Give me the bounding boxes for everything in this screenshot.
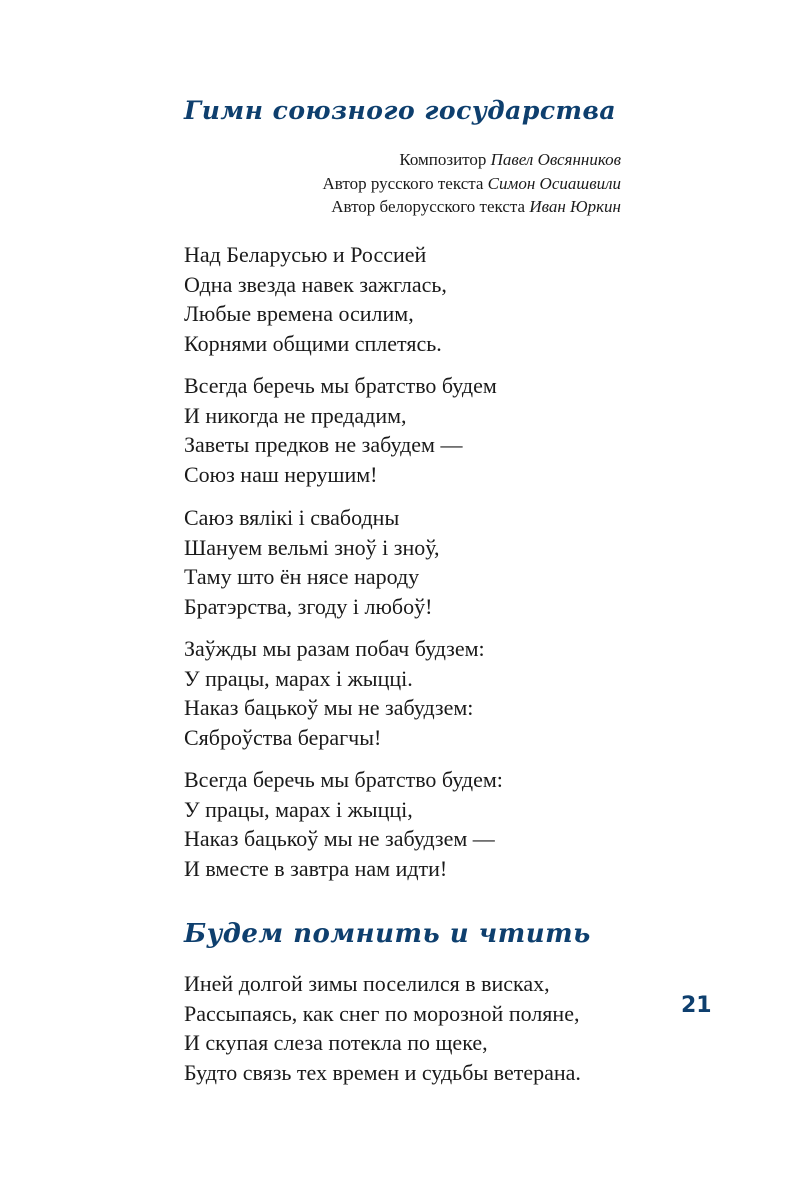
- verse-line: Саюз вялікі і свабодны: [184, 505, 400, 530]
- credit-name: Симон Осиашвили: [487, 173, 621, 193]
- verse-line: Наказ бацькоў мы не забудзем —: [184, 826, 495, 851]
- verse-line: Рассыпаясь, как снег по морозной поляне,: [184, 1000, 580, 1026]
- verse-line: Любые времена осилим,: [184, 301, 414, 326]
- page-number: 21: [681, 993, 712, 1018]
- verse-line: И никогда не предадим,: [184, 402, 407, 428]
- verse-line: Братэрства, згоду і любоў!: [184, 593, 433, 619]
- stanza: [184, 765, 503, 883]
- verse-line: Всегда беречь мы братство будем: [184, 373, 497, 398]
- poem-title: Будем помнить и чтить: [184, 919, 591, 949]
- composer-credit: [322, 148, 621, 172]
- verse-line: Наказ бацькоў мы не забудзем:: [184, 695, 474, 720]
- stanza: [184, 503, 440, 621]
- stanza: [184, 371, 497, 489]
- verse-line: Будто связь тех времен и судьбы ветерана.: [184, 1059, 581, 1085]
- verse-line: Таму што ён нясе народу: [184, 564, 420, 589]
- stanza: [184, 634, 485, 752]
- verse-line: Шануем вельмі зноў і зноў,: [184, 534, 440, 560]
- stanza: [184, 240, 447, 358]
- credit-role: Композитор: [399, 150, 487, 169]
- russian-text-author-credit: [322, 172, 621, 196]
- credit-name: Иван Юркин: [529, 197, 621, 216]
- credit-name: Павел Овсянников: [490, 150, 621, 169]
- verse-line: Одна звезда навек зажглась,: [184, 271, 447, 297]
- verse-line: Иней долгой зимы поселился в висках,: [184, 971, 550, 996]
- poem-title: Гимн союзного государства: [184, 96, 617, 125]
- verse-line: Заўжды мы разам побач будзем:: [184, 636, 485, 661]
- verse-line: Корнями общими сплетясь.: [184, 330, 442, 356]
- credits-block: [322, 148, 621, 219]
- verse-line: И вместе в завтра нам идти!: [184, 855, 448, 881]
- verse-line: У працы, марах і жыцці,: [184, 796, 413, 822]
- credit-role: Автор белорусского текста: [331, 197, 526, 216]
- belarusian-text-author-credit: [322, 195, 621, 219]
- verse-line: У працы, марах і жыцці.: [184, 665, 413, 691]
- verse-line: И скупая слеза потекла по щеке,: [184, 1030, 488, 1055]
- verse-line: Над Беларусью и Россией: [184, 242, 427, 267]
- verse-line: Заветы предков не забудем —: [184, 432, 463, 457]
- verse-line: Союз наш нерушим!: [184, 461, 378, 487]
- credit-role: Автор русского текста: [322, 173, 484, 193]
- stanza: [184, 969, 581, 1087]
- verse-line: Сяброўства берагчы!: [184, 724, 382, 750]
- verse-line: Всегда беречь мы братство будем:: [184, 767, 503, 792]
